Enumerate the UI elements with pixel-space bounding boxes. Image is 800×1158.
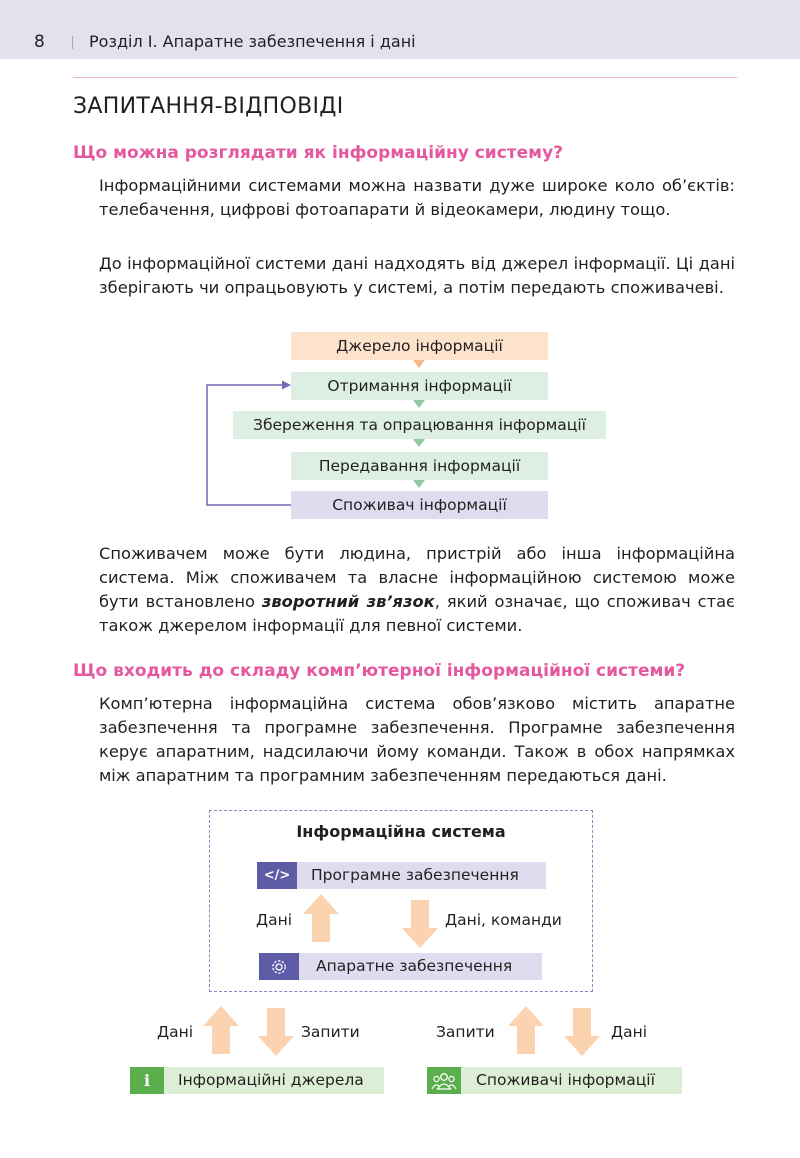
left-data-up-arrow xyxy=(203,1006,239,1054)
right-data-down-arrow xyxy=(564,1008,600,1056)
flow-receive-box: Отримання інформації xyxy=(291,372,548,400)
software-box xyxy=(257,862,546,889)
system-title: Інформаційна система xyxy=(296,822,506,841)
info-icon: i xyxy=(130,1067,164,1094)
left-requests-down-arrow xyxy=(258,1008,294,1056)
paragraph-3 xyxy=(99,542,735,638)
sources-box xyxy=(130,1067,384,1094)
flow-store-box: Збереження та опрацювання інформації xyxy=(233,411,606,439)
gear-icon xyxy=(259,953,299,980)
consumers-label: Споживачі інформації xyxy=(476,1071,655,1089)
data-up-arrow xyxy=(303,894,339,942)
left-requests-label: Запити xyxy=(301,1023,360,1041)
question-2: Що входить до складу комп’ютерної інформаційної системи? xyxy=(73,661,686,681)
feedback-term: зворотний зв’язок xyxy=(261,592,435,611)
section-title: ЗАПИТАННЯ-ВІДПОВІДІ xyxy=(73,94,344,119)
flow-source-box: Джерело інформації xyxy=(291,332,548,360)
hardware-box xyxy=(259,953,542,980)
header-divider xyxy=(72,36,73,49)
paragraph-2: До інформаційної системи дані надходять від джерел інформації. Ці дані зберігають чи опрацьовують у системі, а потім передають споживачеві. xyxy=(99,254,735,297)
left-data-label: Дані xyxy=(157,1023,194,1041)
sources-label: Інформаційні джерела xyxy=(178,1071,364,1089)
code-icon: </> xyxy=(257,862,297,889)
flow-transfer-box: Передавання інформації xyxy=(291,452,548,480)
paragraph-3-part-1: Споживачем може бути людина, пристрій або інша інформаційна система. Між споживачем та власне інформаційною системою може бути встановлено xyxy=(99,544,735,611)
software-label: Програмне забезпечення xyxy=(311,866,519,884)
data-commands-down-arrow xyxy=(402,900,438,948)
flow-arrow-2 xyxy=(413,400,425,408)
flow-arrow-4 xyxy=(413,480,425,488)
flow-consumer-box: Споживач інформації xyxy=(291,491,548,519)
right-requests-label: Запити xyxy=(436,1023,495,1041)
right-data-label: Дані xyxy=(611,1023,648,1041)
chapter-title: Розділ І. Апаратне забезпечення і дані xyxy=(89,32,416,51)
people-icon xyxy=(427,1067,461,1094)
question-1: Що можна розглядати як інформаційну систему? xyxy=(73,143,564,163)
consumers-box xyxy=(427,1067,682,1094)
page-header xyxy=(0,0,800,59)
right-requests-up-arrow xyxy=(508,1006,544,1054)
section-rule xyxy=(73,77,737,78)
flow-arrow-1 xyxy=(413,360,425,368)
feedback-loop-arrow xyxy=(200,376,300,510)
hardware-label: Апаратне забезпечення xyxy=(316,957,513,975)
paragraph-4: Комп’ютерна інформаційна система обов’язково містить апаратне забезпечення та програмне забезпечення. Програмне забезпечення керує апаратним, надсилаючи йому команди. Також в обох напрямках між апаратним та програмним забезпеченням передаються дані. xyxy=(99,694,735,785)
data-commands-label: Дані, команди xyxy=(445,911,562,929)
paragraph-1: Інформаційними системами можна назвати дуже широке коло об’єктів: телебачення, цифрові фотоапарати й відеокамери, людину тощо. xyxy=(99,176,735,219)
data-up-label: Дані xyxy=(256,911,293,929)
page-number: 8 xyxy=(34,32,45,52)
paragraph-3-part-2: , який означає, що споживач стає також джерелом інформації для певної системи. xyxy=(99,592,735,635)
flow-arrow-3 xyxy=(413,439,425,447)
